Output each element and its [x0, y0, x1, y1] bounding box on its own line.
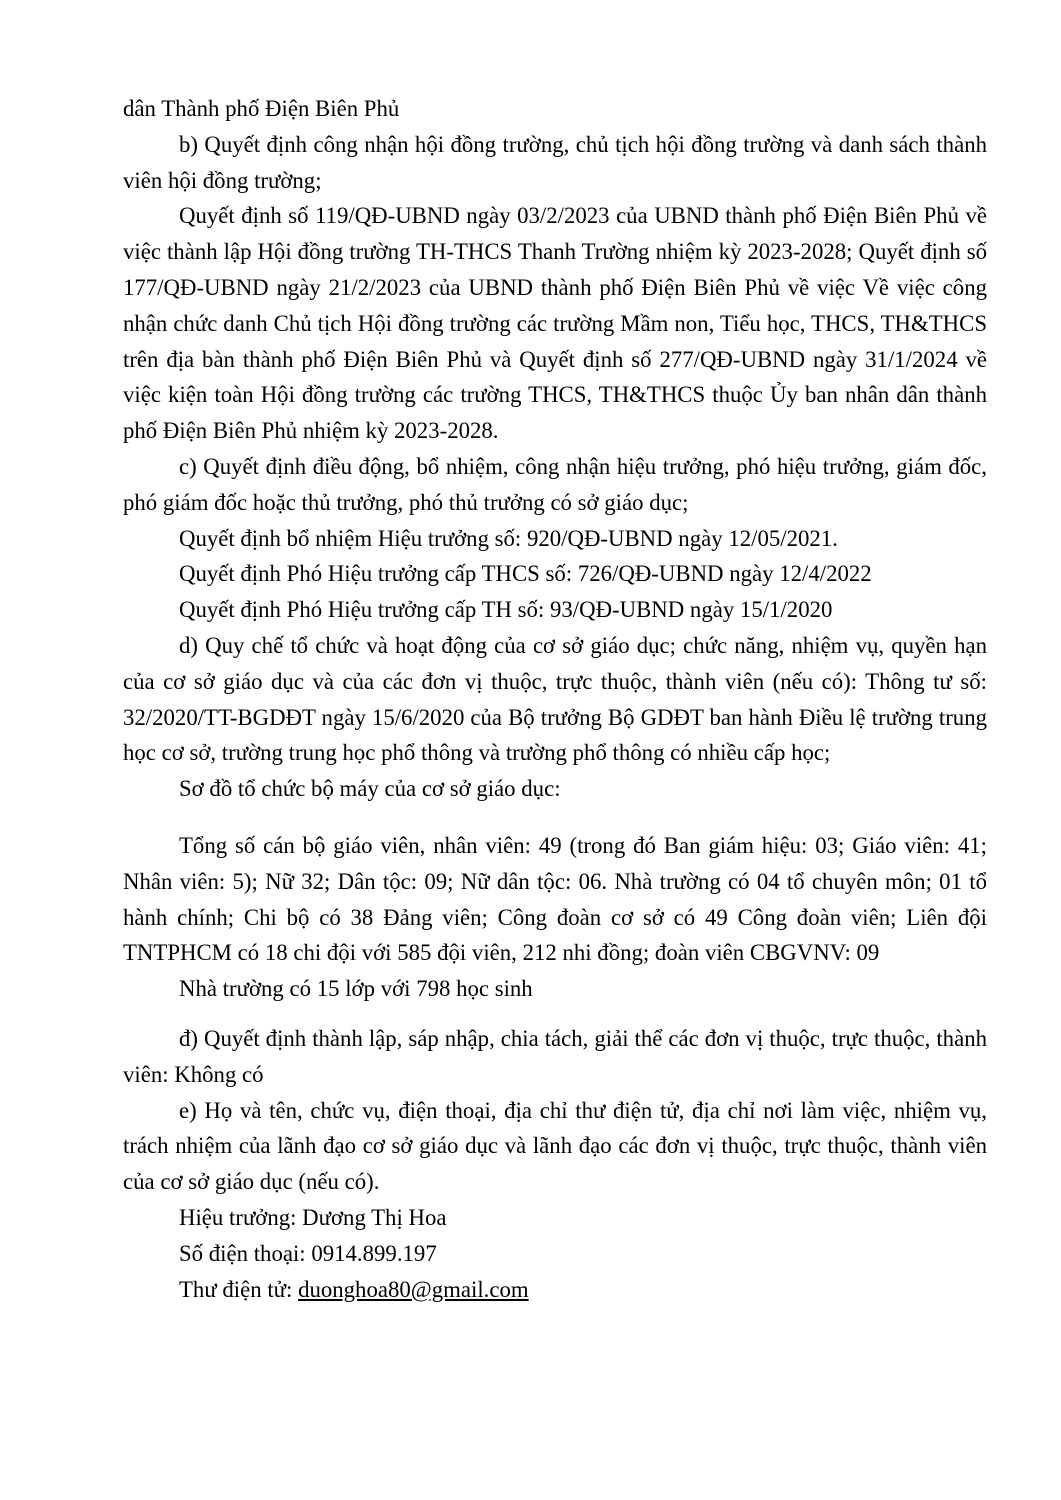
- paragraph-decision-93: Quyết định Phó Hiệu trưởng cấp TH số: 93/QĐ-UBND ngày 15/1/2020: [179, 597, 833, 623]
- paragraph-item-c: c) Quyết định điều động, bổ nhiệm, công nhận hiệu trưởng, phó hiệu trưởng, giám đốc, phó giám đốc hoặc thủ trưởng, phó thủ trưởng có sở giáo dục;: [123, 453, 987, 515]
- email-label: Thư điện tử:: [179, 1276, 299, 1302]
- paragraph-principal-name: Hiệu trưởng: Dương Thị Hoa: [179, 1204, 447, 1230]
- paragraph-email: [123, 1272, 987, 1308]
- paragraph-decision-726: Quyết định Phó Hiệu trưởng cấp THCS số: 726/QĐ-UBND ngày 12/4/2022: [179, 561, 872, 587]
- paragraph-item-b: b) Quyết định công nhận hội đồng trường, chủ tịch hội đồng trường và danh sách thành viên hội đồng trường;: [123, 131, 987, 193]
- paragraph-classes-students: Nhà trường có 15 lớp với 798 học sinh: [179, 976, 533, 1002]
- paragraph-phone-number: Số điện thoại: 0914.899.197: [179, 1240, 437, 1266]
- paragraph-item-dd: đ) Quyết định thành lập, sáp nhập, chia tách, giải thể các đơn vị thuộc, trực thuộc, thành viên: Không có: [123, 1025, 987, 1087]
- document-body: [123, 91, 987, 1307]
- paragraph-decisions-119-177-277: Quyết định số 119/QĐ-UBND ngày 03/2/2023 của UBND thành phố Điện Biên Phủ về việc thành lập Hội đồng trường TH-THCS Thanh Trường nhiệm kỳ 2023-2028; Quyết định số 177/QĐ-UBND ngày 21/2/2023 của UBND thành phố Điện Biên Phủ về việc Về việc công nhận chức danh Chủ tịch Hội đồng trường các trường Mầm non, Tiểu học, THCS, TH&THCS trên địa bàn thành phố Điện Biên Phủ và Quyết định số 277/QĐ-UBND ngày 31/1/2024 về việc kiện toàn Hội đồng trường các trường THCS, TH&THCS thuộc Ủy ban nhân dân thành phố Điện Biên Phủ nhiệm kỳ 2023-2028.: [123, 203, 987, 444]
- paragraph-continuation: dân Thành phố Điện Biên Phủ: [123, 96, 400, 121]
- paragraph-org-chart-heading: Sơ đồ tổ chức bộ máy của cơ sở giáo dục:: [179, 776, 561, 802]
- paragraph-item-d: d) Quy chế tổ chức và hoạt động của cơ sở giáo dục; chức năng, nhiệm vụ, quyền hạn của cơ sở giáo dục và của các đơn vị thuộc, trực thuộc, thành viên (nếu có): Thông tư số: 32/2020/TT-BGDĐT ngày 15/6/2020 của Bộ trưởng Bộ GDĐT ban hành Điều lệ trường trung học cơ sở, trường trung học phổ thông và trường phổ thông có nhiều cấp học;: [123, 632, 987, 766]
- paragraph-decision-920: Quyết định bổ nhiệm Hiệu trưởng số: 920/QĐ-UBND ngày 12/05/2021.: [179, 525, 838, 551]
- email-link[interactable]: duonghoa80@gmail.com: [298, 1276, 529, 1302]
- paragraph-item-e: e) Họ và tên, chức vụ, điện thoại, địa chỉ thư điện tử, địa chỉ nơi làm việc, nhiệm vụ, trách nhiệm của lãnh đạo cơ sở giáo dục và lãnh đạo các đơn vị thuộc, trực thuộc, thành viên của cơ sở giáo dục (nếu có).: [123, 1097, 987, 1195]
- paragraph-staff-statistics: Tổng số cán bộ giáo viên, nhân viên: 49 (trong đó Ban giám hiệu: 03; Giáo viên: 41; Nhân viên: 5); Nữ 32; Dân tộc: 09; Nữ dân tộc: 06. Nhà trường có 04 tổ chuyên môn; 01 tổ hành chính; Chi bộ có 38 Đảng viên; Công đoàn cơ sở có 49 Công đoàn viên; Liên đội TNTPHCM có 18 chi đội với 585 đội viên, 212 nhi đồng; đoàn viên CBGVNV: 09: [123, 832, 987, 966]
